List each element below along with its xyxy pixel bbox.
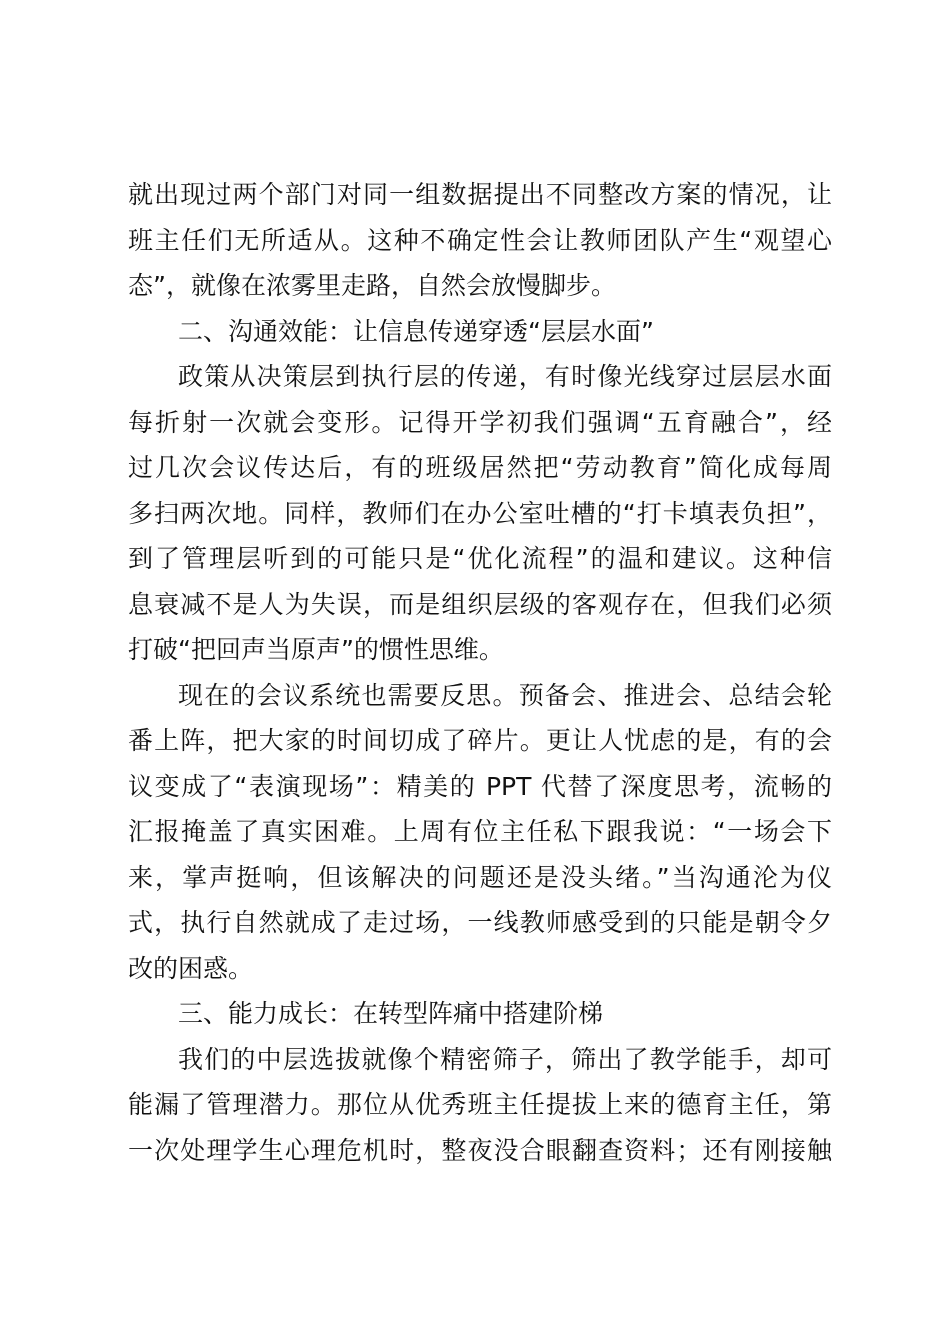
text-line: 式，执行自然就成了走过场，一线教师感受到的只能是朝令夕 xyxy=(128,908,832,937)
text-line: 过几次会议传达后，有的班级居然把“劳动教育”简化成每周 xyxy=(128,453,832,482)
text-line: 态”，就像在浓雾里走路，自然会放慢脚步。 xyxy=(128,271,616,300)
text-line: 现在的会议系统也需要反思。预备会、推进会、总结会轮 xyxy=(178,680,832,710)
text-line: 一次处理学生心理危机时，整夜没合眼翻查资料；还有刚接触 xyxy=(128,1135,832,1165)
text-line: 打破“把回声当原声”的惯性思维。 xyxy=(128,635,504,664)
text-line: 汇报掩盖了真实困难。上周有位主任私下跟我说：“一场会下 xyxy=(128,817,832,846)
paragraph xyxy=(128,673,832,992)
paragraph xyxy=(128,172,832,309)
text-line: 班主任们无所适从。这种不确定性会让教师团队产生“观望心 xyxy=(128,225,832,255)
document-body xyxy=(128,172,832,1173)
text-line: 我们的中层选拔就像个精密筛子，筛出了教学能手，却可 xyxy=(178,1044,832,1074)
text-line: 政策从决策层到执行层的传递，有时像光线穿过层层水面 xyxy=(178,362,832,391)
paragraph xyxy=(128,1037,832,1174)
section-heading xyxy=(128,991,832,1037)
text-line: 就出现过两个部门对同一组数据提出不同整改方案的情况，让 xyxy=(128,180,832,209)
paragraph xyxy=(128,354,832,673)
text-line: 息衰减不是人为失误，而是组织层级的客观存在，但我们必须 xyxy=(128,589,832,619)
text-line: 能漏了管理潜力。那位从优秀班主任提拔上来的德育主任，第 xyxy=(128,1090,832,1119)
section-heading xyxy=(128,309,832,355)
text-line: 改的困惑。 xyxy=(128,953,254,983)
text-line: 番上阵，把大家的时间切成了碎片。更让人忧虑的是，有的会 xyxy=(128,726,832,755)
text-line: 每折射一次就会变形。记得开学初我们强调“五育融合”，经 xyxy=(128,407,832,437)
text-line: 来，掌声挺响，但该解决的问题还是没头绪。”当沟通沦为仪 xyxy=(128,862,832,892)
heading-text: 三、能力成长：在转型阵痛中搭建阶梯 xyxy=(178,999,604,1028)
text-line: 到了管理层听到的可能只是“优化流程”的温和建议。这种信 xyxy=(128,544,832,573)
text-line: 议变成了“表演现场”：精美的 PPT 代替了深度思考，流畅的 xyxy=(128,771,832,801)
text-line: 多扫两次地。同样，教师们在办公室吐槽的“打卡填表负担”， xyxy=(128,498,832,528)
heading-text: 二、沟通效能：让信息传递穿透“层层水面” xyxy=(178,316,654,346)
